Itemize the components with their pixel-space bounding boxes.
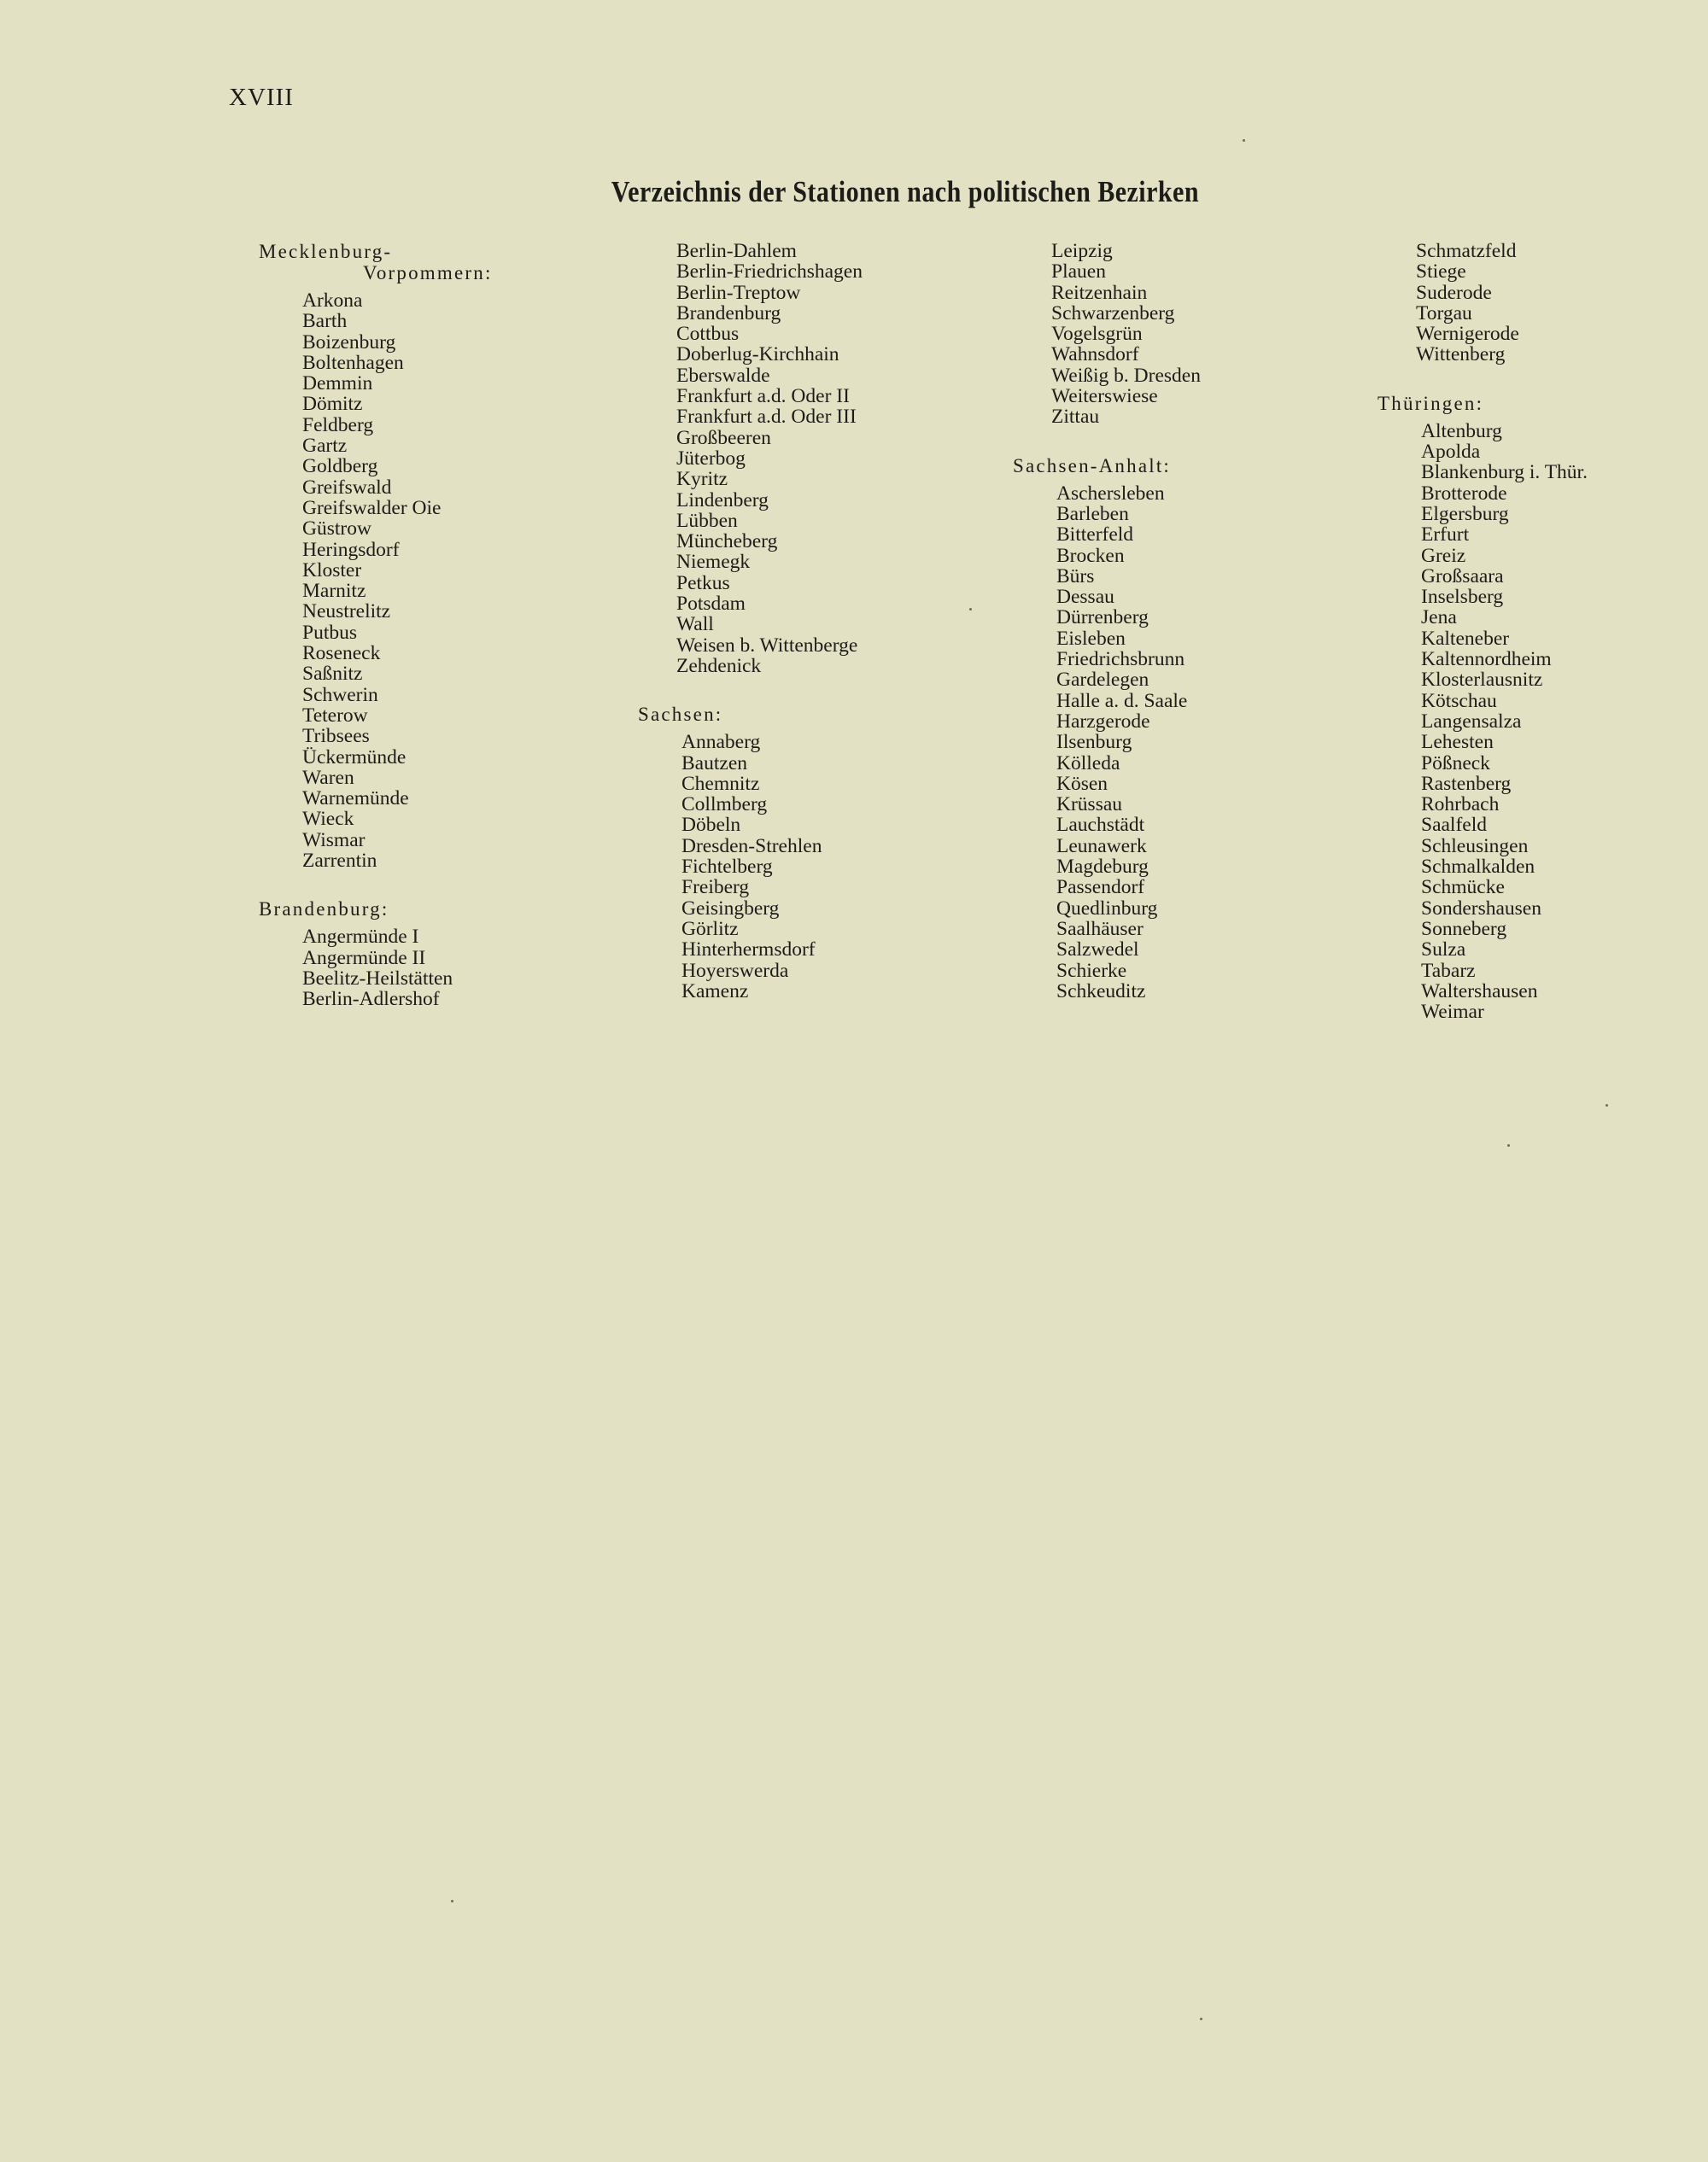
station-name: Vogelsgrün [1051,323,1143,346]
station-name: Schwerin [302,683,378,706]
group-heading-continuation: Vorpommern: [363,262,493,283]
column-3 [1013,241,1389,1002]
station-name: Barth [302,310,348,333]
station-name: Großsaara [1421,564,1504,587]
station-name: Hinterhermsdorf [681,938,816,961]
station-name: Berlin-Dahlem [676,240,797,262]
paper-speck [1606,1104,1608,1107]
column-4 [1378,241,1708,1022]
station-name: Leipzig [1051,240,1113,262]
station-name: Schmücke [1421,876,1505,899]
station-name: Harzgerode [1056,710,1150,733]
station-name: Stiege [1416,260,1466,283]
station-name: Langensalza [1421,710,1522,733]
paper-speck [969,608,972,611]
station-list [1378,241,1708,365]
station-name: Waltershausen [1421,979,1538,1002]
station-name: Sonneberg [1421,917,1507,940]
station-name: Weimar [1421,1001,1484,1024]
group-heading-text: Thüringen: [1378,392,1484,414]
station-name: Lindenberg [676,488,769,511]
group-heading-text: Mecklenburg- [259,241,393,262]
station-group [1378,393,1708,1023]
station-group [1013,455,1389,1002]
station-name: Putbus [302,621,357,644]
station-name: Lauchstädt [1056,814,1145,837]
station-name: Wernigerode [1416,323,1519,346]
station-name: Eberswalde [676,364,770,387]
station-name: Rohrbach [1421,793,1500,816]
station-name: Cottbus [676,323,740,346]
station-name: Angermünde I [302,926,419,949]
station-name: Angermünde II [302,946,426,969]
station-name: Aschersleben [1056,482,1165,505]
station-name: Torgau [1416,301,1472,324]
station-name: Salzwedel [1056,938,1139,961]
station-list [259,290,635,871]
station-name: Zehdenick [676,654,762,677]
station-name: Döbeln [681,814,741,837]
station-name: Marnitz [302,580,366,603]
station-name: Dömitz [302,393,363,416]
station-name: Doberlug-Kirchhain [676,343,839,366]
column-1 [259,241,635,1010]
station-name: Altenburg [1421,419,1502,442]
station-name: Kötschau [1421,689,1497,712]
station-name: Magdeburg [1056,856,1149,879]
station-name: Brotterode [1421,482,1507,505]
station-name: Gardelegen [1056,669,1149,692]
station-name: Güstrow [302,517,371,540]
station-name: Barleben [1056,502,1129,525]
station-group [259,898,635,1009]
station-name: Inselsberg [1421,586,1504,609]
paper-speck [1243,139,1245,142]
station-name: Jena [1421,606,1457,629]
station-name: Neustrelitz [302,600,391,623]
paper-speck [1200,2018,1202,2020]
station-name: Schmatzfeld [1416,240,1517,262]
station-name: Wieck [302,808,354,831]
station-name: Tabarz [1421,959,1476,982]
station-name: Feldberg [302,413,374,436]
station-name: Geisingberg [681,897,780,920]
paper-speck [1507,1144,1510,1147]
station-name: Goldberg [302,455,378,478]
station-name: Kalteneber [1421,627,1510,650]
station-name: Berlin-Treptow [676,281,801,304]
column-2 [638,241,1014,1002]
station-name: Weisen b. Wittenberge [676,634,858,657]
station-name: Teterow [302,704,368,727]
station-name: Halle a. d. Saale [1056,689,1188,712]
station-name: Wall [676,613,714,636]
group-heading [1378,393,1708,414]
station-name: Passendorf [1056,876,1145,899]
station-name: Berlin-Adlershof [302,988,440,1011]
station-name: Sulza [1421,938,1466,961]
page-number: XVIII [229,84,294,111]
station-name: Dürrenberg [1056,606,1149,629]
group-heading-text: Sachsen-Anhalt: [1013,454,1172,476]
station-name: Kamenz [681,979,749,1002]
station-name: Frankfurt a.d. Oder II [676,385,850,408]
station-name: Kösen [1056,772,1108,795]
station-name: Petkus [676,571,730,594]
station-name: Boizenburg [302,330,396,354]
station-name: Greifswald [302,476,392,499]
station-list [638,241,1014,676]
station-group [1378,241,1708,365]
station-name: Pößneck [1421,751,1490,774]
station-name: Potsdam [676,593,746,616]
station-name: Chemnitz [681,772,760,795]
station-name: Blankenburg i. Thür. [1421,461,1588,484]
station-name: Saßnitz [302,663,363,686]
station-group [1013,241,1389,428]
station-name: Dessau [1056,586,1114,609]
station-name: Großbeeren [676,426,771,449]
station-name: Fichtelberg [681,856,773,879]
page-title: Verzeichnis der Stationen nach politischen Bezirken [611,175,1200,208]
station-name: Beelitz-Heilstätten [302,967,453,990]
group-heading-text: Brandenburg: [259,898,389,920]
station-list [1378,421,1708,1023]
station-name: Hoyerswerda [681,959,789,982]
station-name: Jüterbog [676,447,746,470]
station-name: Görlitz [681,917,739,940]
station-name: Schmalkalden [1421,856,1535,879]
station-name: Erfurt [1421,523,1470,546]
station-name: Ückermünde [302,745,407,768]
paper-speck [451,1900,453,1902]
group-heading [259,241,635,283]
station-name: Eisleben [1056,627,1126,650]
station-name: Plauen [1051,260,1106,283]
station-name: Roseneck [302,642,381,665]
station-name: Lehesten [1421,731,1494,754]
station-name: Rastenberg [1421,772,1512,795]
station-name: Collmberg [681,793,768,816]
station-group [259,241,635,871]
station-name: Klosterlausnitz [1421,669,1543,692]
station-name: Wittenberg [1416,343,1506,366]
station-name: Gartz [302,435,348,458]
station-name: Kaltennordheim [1421,648,1552,671]
station-name: Kyritz [676,468,728,491]
station-name: Krüssau [1056,793,1123,816]
station-name: Bürs [1056,564,1095,587]
station-name: Zittau [1051,406,1100,429]
station-name: Greifswalder Oie [302,496,442,519]
station-name: Freiberg [681,876,750,899]
station-name: Saalhäuser [1056,917,1144,940]
station-name: Apolda [1421,441,1481,464]
station-name: Saalfeld [1421,814,1487,837]
station-list [638,732,1014,1002]
group-heading-text: Sachsen: [638,704,723,726]
group-heading [638,704,1014,725]
station-name: Kloster [302,558,362,581]
station-name: Warnemünde [302,787,409,810]
station-name: Annaberg [681,731,761,754]
station-name: Elgersburg [1421,502,1509,525]
station-name: Waren [302,766,354,789]
group-heading [1013,455,1389,476]
station-name: Wismar [302,828,366,851]
station-name: Quedlinburg [1056,897,1158,920]
station-name: Lübben [676,509,738,532]
station-name: Schierke [1056,959,1127,982]
station-name: Wahnsdorf [1051,343,1139,366]
station-name: Dresden-Strehlen [681,834,822,857]
station-name: Suderode [1416,281,1492,304]
station-list [259,926,635,1009]
station-name: Boltenhagen [302,351,404,374]
station-name: Schkeuditz [1056,979,1146,1002]
station-name: Greiz [1421,544,1466,567]
station-name: Schwarzenberg [1051,301,1175,324]
station-name: Kölleda [1056,751,1120,774]
station-name: Weißig b. Dresden [1051,364,1201,387]
station-name: Schleusingen [1421,834,1529,857]
station-name: Arkona [302,289,363,312]
station-name: Heringsdorf [302,538,400,561]
station-name: Berlin-Friedrichshagen [676,260,863,283]
station-name: Zarrentin [302,850,377,873]
station-name: Demmin [302,372,373,395]
station-name: Weiterswiese [1051,385,1158,408]
station-name: Müncheberg [676,530,778,553]
station-name: Bautzen [681,751,747,774]
station-name: Bitterfeld [1056,523,1134,546]
station-name: Niemegk [676,551,751,574]
station-group [638,704,1014,1002]
station-group [638,241,1014,676]
station-name: Brocken [1056,544,1125,567]
station-list [1013,241,1389,428]
station-name: Leunawerk [1056,834,1147,857]
station-name: Friedrichsbrunn [1056,648,1185,671]
station-name: Reitzenhain [1051,281,1148,304]
station-name: Brandenburg [676,301,781,324]
station-list [1013,483,1389,1002]
station-name: Tribsees [302,725,370,748]
station-name: Ilsenburg [1056,731,1132,754]
station-name: Frankfurt a.d. Oder III [676,406,857,429]
station-name: Sondershausen [1421,897,1541,920]
group-heading [259,898,635,920]
